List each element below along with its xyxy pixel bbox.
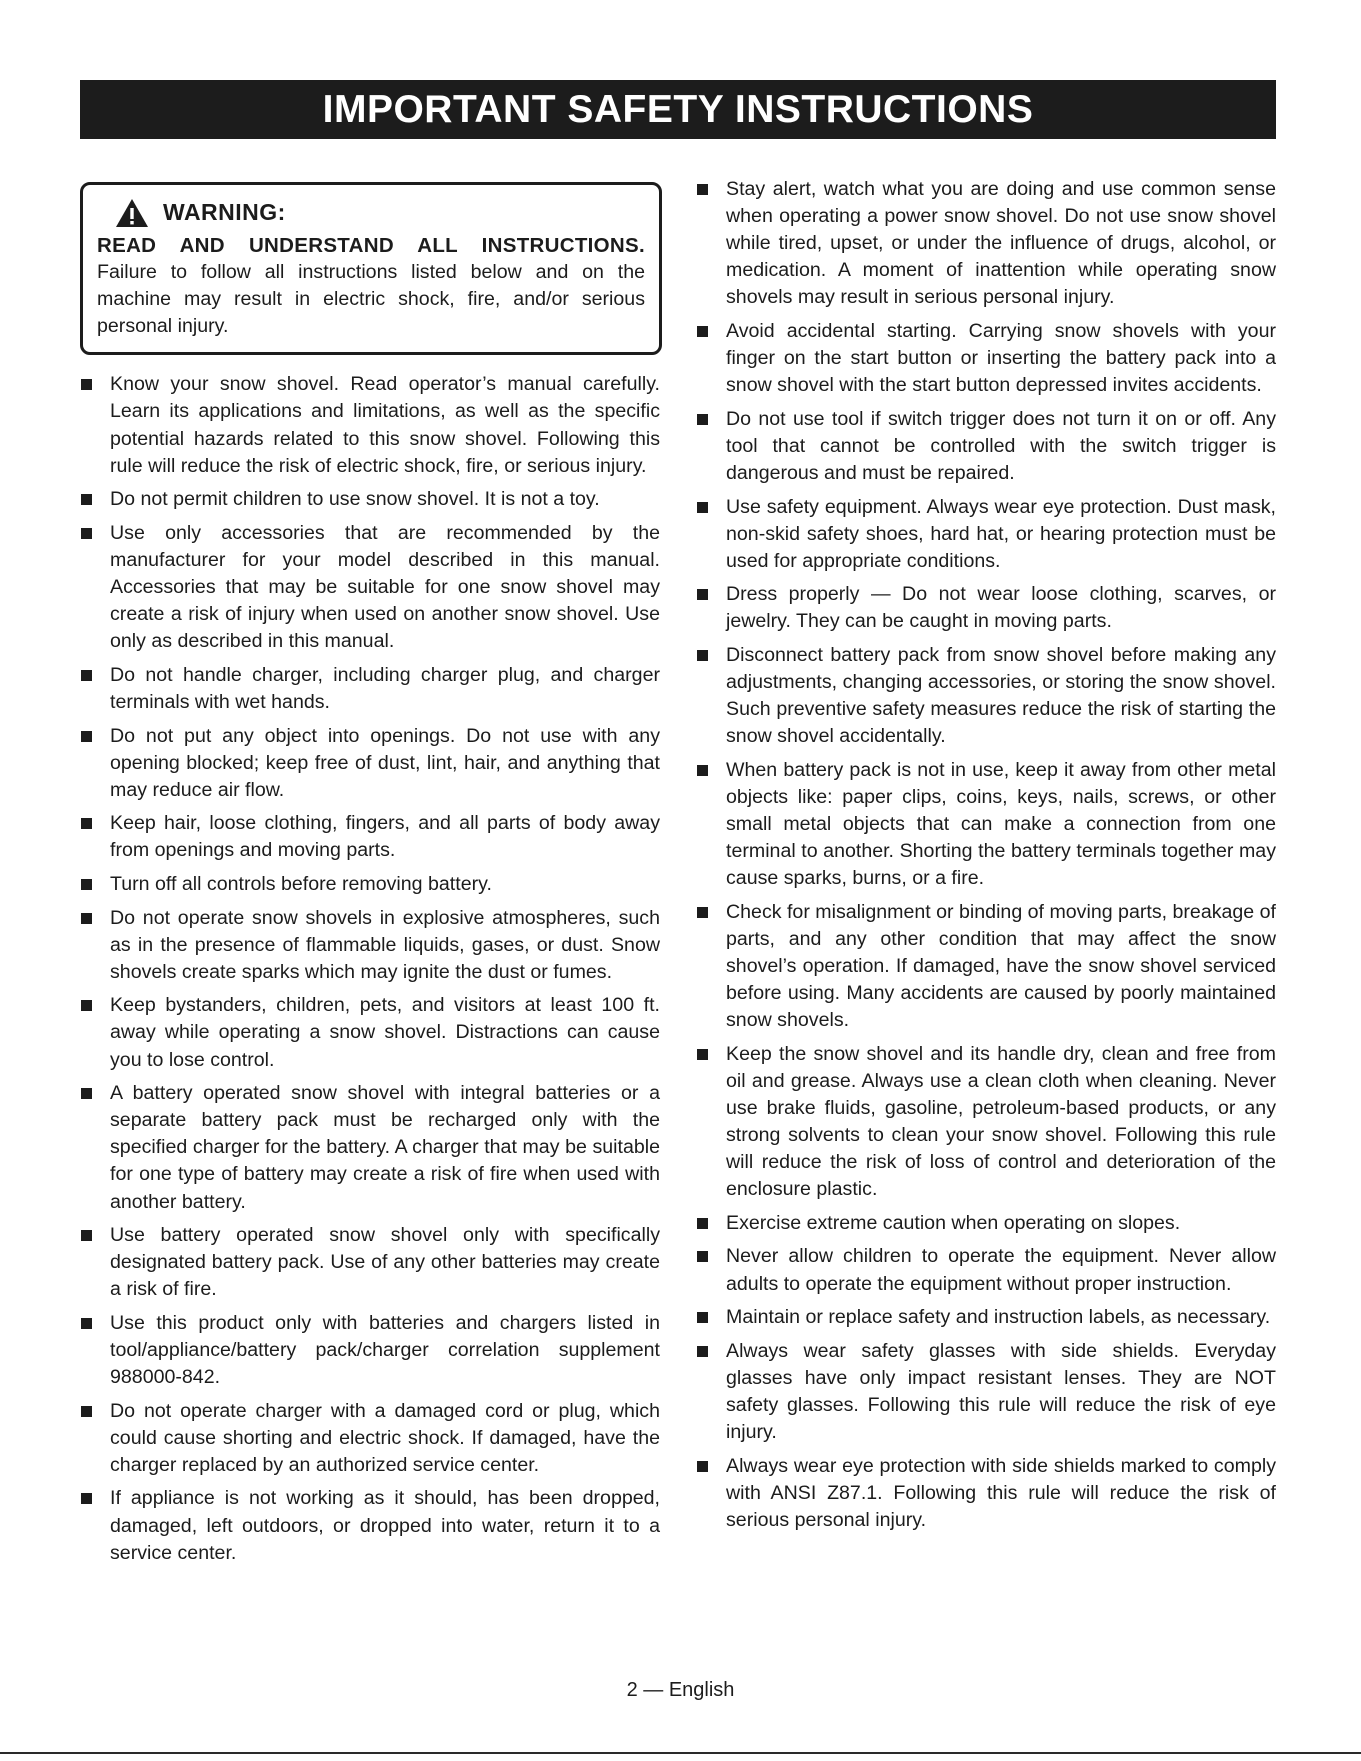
square-bullet-icon bbox=[697, 502, 708, 513]
list-item-text: Exercise extreme caution when operating on slopes. bbox=[726, 1211, 1181, 1234]
warning-header bbox=[115, 198, 645, 228]
list-item bbox=[80, 1398, 660, 1479]
list-item-text: Dress properly — Do not wear loose clothing, scarves, or jewelry. They can be caught in moving parts. bbox=[726, 583, 1276, 633]
square-bullet-icon bbox=[697, 907, 708, 918]
list-item-text: Do not operate charger with a damaged cord or plug, which could cause shorting and electric shock. If damaged, have the charger replaced by an authorized service center. bbox=[110, 1399, 660, 1476]
square-bullet-icon bbox=[81, 818, 92, 829]
square-bullet-icon bbox=[81, 670, 92, 681]
list-item-text: Use battery operated snow shovel only with specifically designated battery pack. Use of any other batteries may create a risk of fire. bbox=[110, 1224, 660, 1301]
list-item-text: Keep the snow shovel and its handle dry, clean and free from oil and grease. Always use a clean cloth when cleaning. Never use brake fluids, gasoline, petroleum-based products, or any strong solvents to clean your snow shovel. Following this rule will reduce the risk of loss of control and deterioration of the enclosure plastic. bbox=[726, 1042, 1276, 1201]
square-bullet-icon bbox=[697, 326, 708, 337]
list-item-text: Do not operate snow shovels in explosive atmospheres, such as in the presence of flammable liquids, gases, or dust. Snow shovels create sparks which may ignite the dust or fumes. bbox=[110, 906, 660, 983]
right-instruction-list bbox=[696, 176, 1276, 1534]
square-bullet-icon bbox=[697, 184, 708, 195]
list-item-text: Use only accessories that are recommended by the manufacturer for your model described in this manual. Accessories that may be suitable for one snow shovel may create a risk of injury when used on another snow shovel. Use only as described in this manual. bbox=[110, 521, 660, 653]
left-instruction-list bbox=[80, 371, 660, 1566]
list-item bbox=[80, 1485, 660, 1566]
list-item-text: Never allow children to operate the equipment. Never allow adults to operate the equipment without proper instruction. bbox=[726, 1245, 1276, 1295]
square-bullet-icon bbox=[697, 1251, 708, 1262]
list-item-text: If appliance is not working as it should, has been dropped, damaged, left outdoors, or dropped into water, return it to a service center. bbox=[110, 1487, 660, 1564]
square-bullet-icon bbox=[81, 1406, 92, 1417]
square-bullet-icon bbox=[697, 1312, 708, 1323]
list-item bbox=[80, 520, 660, 655]
warning-triangle-icon bbox=[115, 198, 149, 228]
list-item bbox=[696, 1304, 1276, 1331]
list-item bbox=[80, 1310, 660, 1391]
square-bullet-icon bbox=[697, 765, 708, 776]
square-bullet-icon bbox=[81, 731, 92, 742]
list-item-text: Do not handle charger, including charger plug, and charger terminals with wet hands. bbox=[110, 663, 660, 713]
square-bullet-icon bbox=[81, 1493, 92, 1504]
square-bullet-icon bbox=[697, 650, 708, 661]
list-item-text: Check for misalignment or binding of moving parts, breakage of parts, and any other condition that may affect the snow shovel’s operation. If damaged, have the snow shovel serviced before using. Many accidents are caused by poorly maintained snow shovels. bbox=[726, 900, 1276, 1032]
square-bullet-icon bbox=[81, 1000, 92, 1011]
list-item bbox=[696, 1041, 1276, 1204]
list-item bbox=[696, 1453, 1276, 1534]
list-item-text: Use safety equipment. Always wear eye protection. Dust mask, non-skid safety shoes, hard hat, or hearing protection must be used for appropriate conditions. bbox=[726, 495, 1276, 572]
warning-box bbox=[80, 182, 662, 355]
square-bullet-icon bbox=[81, 879, 92, 890]
square-bullet-icon bbox=[81, 1230, 92, 1241]
square-bullet-icon bbox=[81, 913, 92, 924]
list-item-text: Always wear safety glasses with side shields. Everyday glasses have only impact resistant lenses. They are NOT safety glasses. Following this rule will reduce the risk of eye injury. bbox=[726, 1339, 1276, 1444]
list-item bbox=[696, 757, 1276, 892]
square-bullet-icon bbox=[81, 379, 92, 390]
list-item bbox=[80, 371, 660, 479]
list-item bbox=[696, 406, 1276, 487]
warning-subtitle: READ AND UNDERSTAND ALL INSTRUCTIONS. bbox=[97, 234, 645, 257]
square-bullet-icon bbox=[81, 494, 92, 505]
list-item bbox=[80, 662, 660, 716]
list-item bbox=[80, 1080, 660, 1215]
square-bullet-icon bbox=[697, 1218, 708, 1229]
square-bullet-icon bbox=[697, 589, 708, 600]
list-item-text: Avoid accidental starting. Carrying snow shovels with your finger on the start button or inserting the battery pack into a snow shovel with the start button depressed invites accidents. bbox=[726, 319, 1276, 397]
bottom-rule bbox=[0, 1752, 1361, 1754]
list-item-text: Turn off all controls before removing battery. bbox=[110, 872, 492, 895]
list-item-text: Use this product only with batteries and chargers listed in tool/appliance/battery pack/charger correlation supplement 988000-842. bbox=[110, 1311, 660, 1389]
list-item bbox=[696, 1338, 1276, 1446]
list-item bbox=[696, 899, 1276, 1034]
list-item bbox=[80, 486, 660, 513]
list-item bbox=[80, 723, 660, 804]
right-column bbox=[696, 176, 1276, 1540]
list-item-text: Do not use tool if switch trigger does not turn it on or off. Any tool that cannot be controlled with the switch trigger is dangerous and must be repaired. bbox=[726, 407, 1276, 484]
page-title: IMPORTANT SAFETY INSTRUCTIONS bbox=[322, 87, 1034, 131]
left-column bbox=[80, 176, 660, 1573]
list-item bbox=[80, 871, 660, 898]
list-item-text: Do not put any object into openings. Do not use with any opening blocked; keep free of dust, lint, hair, and anything that may reduce air flow. bbox=[110, 724, 660, 801]
square-bullet-icon bbox=[697, 1346, 708, 1357]
square-bullet-icon bbox=[81, 1088, 92, 1099]
list-item-text: Keep bystanders, children, pets, and visitors at least 100 ft. away while operating a snow shovel. Distractions can cause you to lose control. bbox=[110, 994, 660, 1071]
warning-body: Failure to follow all instructions listed below and on the machine may result in electric shock, fire, and/or serious personal injury. bbox=[97, 261, 645, 338]
list-item-text: Do not permit children to use snow shovel. It is not a toy. bbox=[110, 488, 600, 511]
list-item bbox=[696, 1243, 1276, 1297]
square-bullet-icon bbox=[697, 1049, 708, 1060]
list-item-text: Maintain or replace safety and instruction labels, as necessary. bbox=[726, 1306, 1271, 1329]
list-item bbox=[80, 992, 660, 1073]
list-item-text: A battery operated snow shovel with integral batteries or a separate battery pack must be recharged only with the specified charger for the battery. A charger that may be suitable for one type of battery may create a risk of fire when used with another battery. bbox=[110, 1082, 660, 1213]
list-item bbox=[696, 176, 1276, 311]
list-item bbox=[696, 642, 1276, 750]
square-bullet-icon bbox=[81, 1318, 92, 1329]
list-item-text: When battery pack is not in use, keep it away from other metal objects like: paper clips, coins, keys, nails, screws, or other small metal objects that can make a connection from one terminal to another. Shorting the battery terminals together may cause sparks, burns, or a fire. bbox=[726, 758, 1276, 890]
list-item bbox=[696, 1210, 1276, 1237]
list-item-text: Disconnect battery pack from snow shovel before making any adjustments, changing accessories, or storing the snow shovel. Such preventive safety measures reduce the risk of starting the snow shovel accidentally. bbox=[726, 644, 1276, 748]
square-bullet-icon bbox=[81, 528, 92, 539]
list-item bbox=[80, 905, 660, 986]
page-header-banner bbox=[80, 80, 1276, 139]
square-bullet-icon bbox=[697, 414, 708, 425]
list-item-text: Stay alert, watch what you are doing and use common sense when operating a power snow shovel. Do not use snow shovel while tired, upset, or under the influence of drugs, alcohol, or medication. A moment of inattention while operating snow shovels may result in serious personal injury. bbox=[726, 178, 1276, 309]
list-item bbox=[80, 1222, 660, 1303]
list-item bbox=[80, 810, 660, 864]
list-item-text: Keep hair, loose clothing, fingers, and all parts of body away from openings and moving parts. bbox=[110, 812, 660, 862]
list-item bbox=[696, 318, 1276, 399]
list-item-text: Know your snow shovel. Read operator’s manual carefully. Learn its applications and limitations, as well as the specific potential hazards related to this snow shovel. Following this rule will reduce the risk of electric shock, fire, or serious injury. bbox=[110, 373, 660, 477]
list-item bbox=[696, 494, 1276, 575]
page-footer: 2 — English bbox=[626, 1679, 735, 1701]
list-item-text: Always wear eye protection with side shields marked to comply with ANSI Z87.1. Following this rule will reduce the risk of serious personal injury. bbox=[726, 1454, 1276, 1531]
square-bullet-icon bbox=[697, 1461, 708, 1472]
warning-title: WARNING: bbox=[163, 199, 286, 226]
list-item bbox=[696, 581, 1276, 635]
